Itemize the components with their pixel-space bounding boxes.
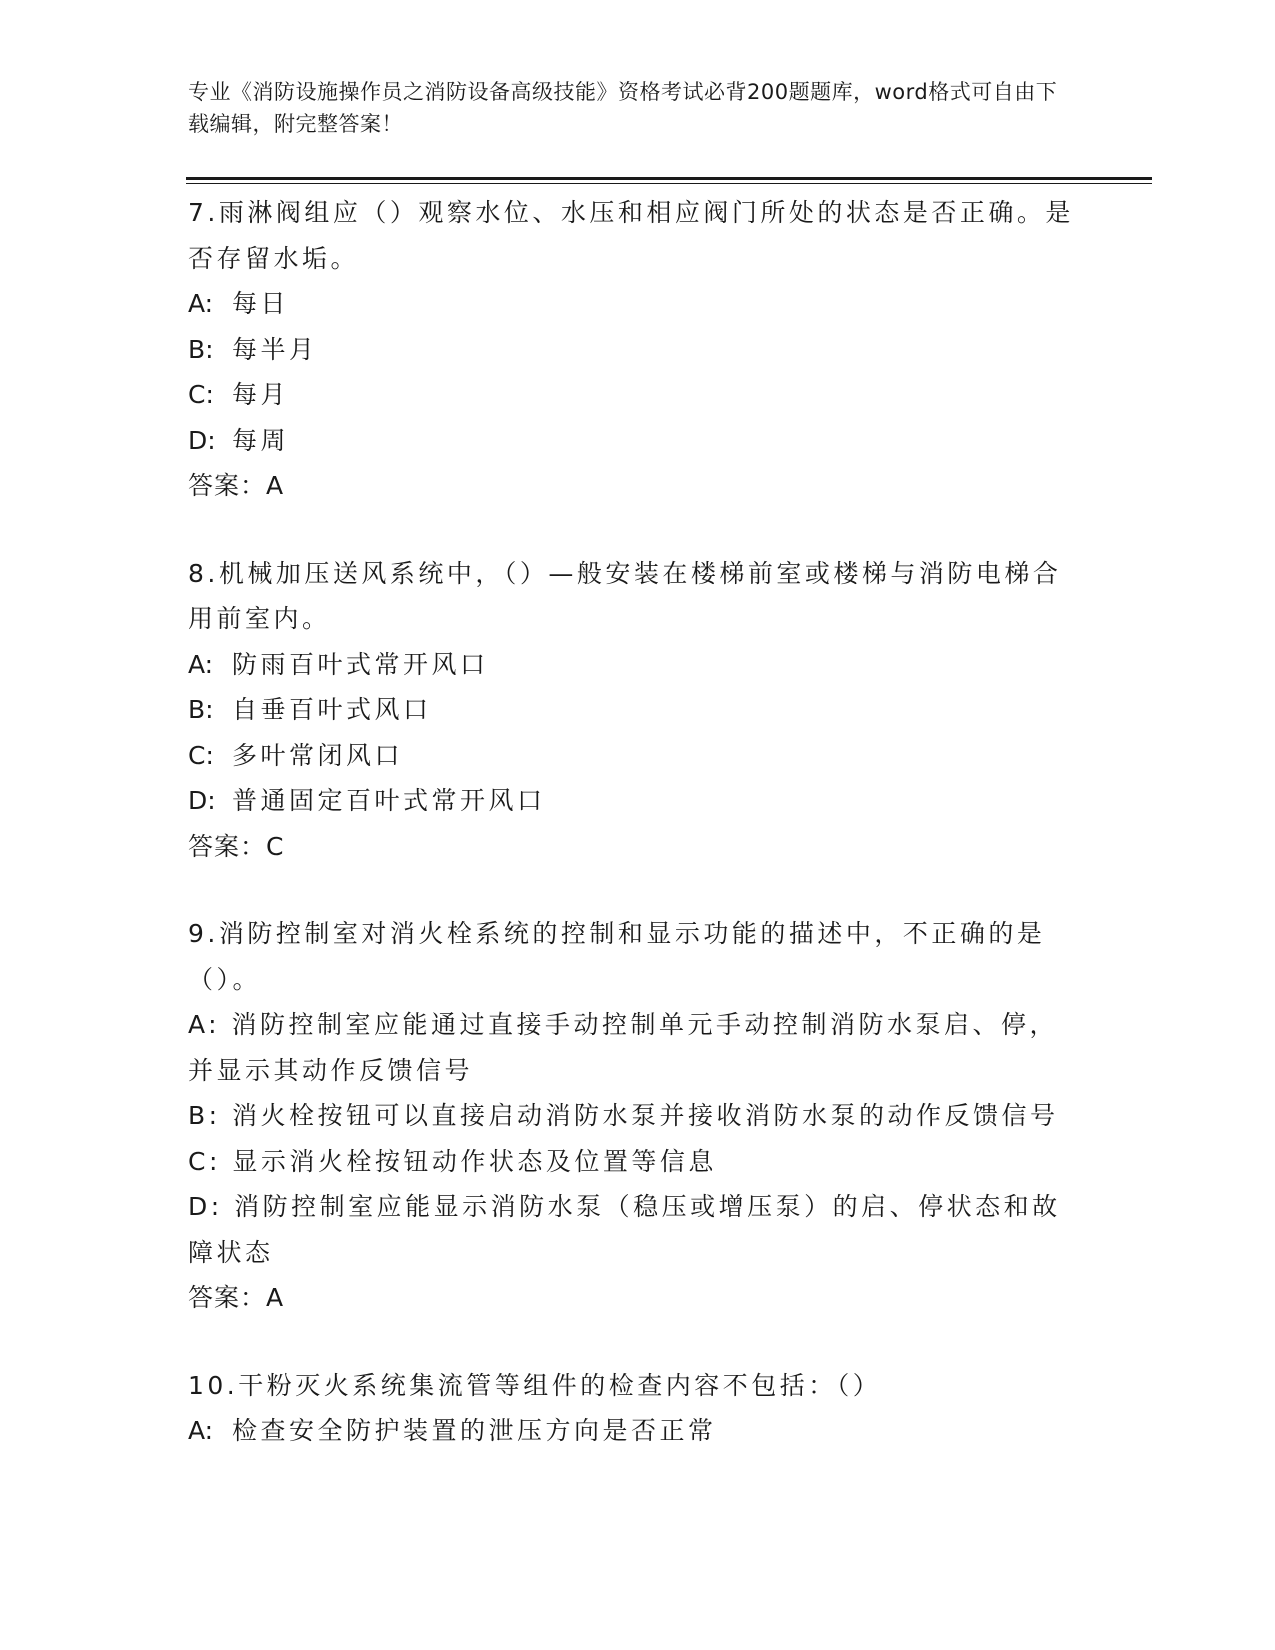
question-stem: 8.机械加压送风系统中，（）—般安装在楼梯前室或楼梯与消防电梯合用前室内。 (188, 558, 1062, 633)
question-stem: 9.消防控制室对消火栓系统的控制和显示功能的描述中，不正确的是（）。 (188, 919, 1046, 994)
option-key: B: (188, 334, 214, 364)
answer-label: 答案： (188, 831, 267, 861)
option-b (188, 1093, 1078, 1139)
answer-row (188, 463, 1078, 509)
option-text: 显示消火栓按钮动作状态及位置等信息 (232, 1146, 717, 1176)
option-key: D: (188, 425, 216, 455)
option-b (188, 327, 1078, 373)
option-d (188, 418, 1078, 464)
option-key: B: (188, 1101, 221, 1130)
option-text: 普通固定百叶式常开风口 (232, 786, 546, 815)
option-b (188, 687, 1078, 733)
question-list (188, 190, 1078, 1496)
answer-value: A (266, 1283, 285, 1312)
question-stem: 7.雨淋阀组应（）观察水位、水压和相应阀门所处的状态是否正确。是否存留水垢。 (188, 198, 1074, 273)
option-key: D: (188, 1192, 223, 1221)
option-text: 多叶常闭风口 (232, 740, 404, 770)
answer-value: C (266, 831, 285, 861)
option-key: C: (188, 1146, 221, 1176)
option-text: 每日 (232, 289, 290, 318)
question-7 (188, 190, 1078, 509)
option-text: 每周 (232, 425, 290, 455)
option-key: C: (188, 380, 214, 409)
option-text: 消防控制室应能显示消防水泵（稳压或增压泵）的启、停状态和故障状态 (188, 1192, 1061, 1267)
header-divider-thin (186, 183, 1152, 184)
option-a (188, 642, 1078, 688)
option-text: 消火栓按钮可以直接启动消防水泵并接收消防水泵的动作反馈信号 (232, 1101, 1059, 1130)
option-text: 每半月 (232, 334, 318, 364)
option-d (188, 1184, 1078, 1275)
option-c (188, 733, 1078, 779)
question-stem: 10.干粉灭火系统集流管等组件的检查内容不包括：（） (188, 1370, 882, 1400)
answer-row (188, 824, 1078, 870)
option-key: A: (188, 1010, 221, 1039)
option-c (188, 372, 1078, 418)
option-key: A: (188, 649, 214, 679)
answer-label: 答案： (188, 471, 267, 500)
answer-row (188, 1275, 1078, 1321)
option-key: A: (188, 289, 214, 318)
question-10 (188, 1363, 1078, 1454)
option-a (188, 1002, 1078, 1093)
header-divider-thick (186, 177, 1152, 180)
option-text: 消防控制室应能通过直接手动控制单元手动控制消防水泵启、停，并显示其动作反馈信号 (188, 1010, 1059, 1085)
question-9 (188, 911, 1078, 1321)
answer-value: A (266, 471, 285, 500)
option-text: 自垂百叶式风口 (232, 695, 432, 724)
option-text: 检查安全防护装置的泄压方向是否正常 (232, 1416, 717, 1445)
option-a (188, 1408, 1078, 1454)
option-key: B: (188, 695, 214, 724)
document-intro: 专业《消防设施操作员之消防设备高级技能》资格考试必背200题题库，word格式可自由下载编辑，附完整答案！ (188, 80, 1058, 136)
option-c (188, 1139, 1078, 1185)
question-8 (188, 551, 1078, 870)
option-key: D: (188, 786, 216, 815)
option-text: 防雨百叶式常开风口 (232, 649, 489, 679)
answer-label: 答案： (188, 1283, 267, 1312)
option-key: C: (188, 740, 214, 770)
option-text: 每月 (232, 380, 290, 409)
option-d (188, 778, 1078, 824)
option-a (188, 281, 1078, 327)
option-key: A: (188, 1416, 214, 1445)
